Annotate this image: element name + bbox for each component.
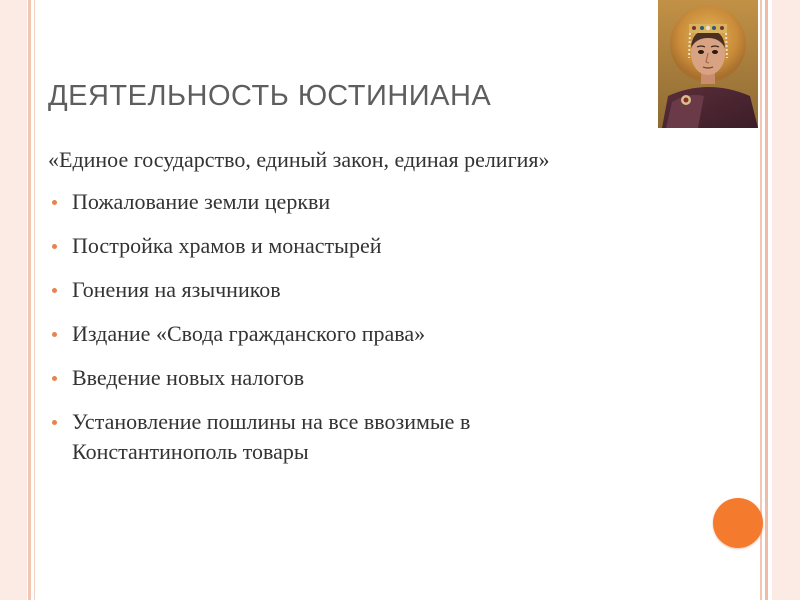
list-item xyxy=(48,231,608,261)
bullet-icon xyxy=(52,200,57,205)
list-item-text: Издание «Свода гражданского права» xyxy=(72,321,426,346)
bullet-icon xyxy=(52,288,57,293)
list-item xyxy=(48,275,608,305)
list-item xyxy=(48,407,608,467)
motto-quote: «Единое государство, единый закон, единая религия» xyxy=(48,147,550,172)
list-item-text: Постройка храмов и монастырей xyxy=(72,233,382,258)
bullet-icon xyxy=(52,244,57,249)
left-frame-line xyxy=(28,0,31,600)
decorative-circle xyxy=(713,498,763,548)
slide-title: ДЕЯТЕЛЬНОСТЬ ЮСТИНИАНА xyxy=(48,80,492,112)
left-frame-line-thin xyxy=(34,0,35,600)
bullet-icon xyxy=(52,376,57,381)
justinian-portrait-image xyxy=(658,0,758,128)
list-item-text: Пожалование земли церкви xyxy=(72,189,331,214)
list-item xyxy=(48,187,608,217)
list-item-text: Гонения на язычников xyxy=(72,277,281,302)
left-frame-band xyxy=(0,0,27,600)
list-item xyxy=(48,363,608,393)
right-frame-line-thin xyxy=(760,0,762,600)
list-item xyxy=(48,319,608,349)
list-item-text: Введение новых налогов xyxy=(72,365,305,390)
bullet-icon xyxy=(52,420,57,425)
bullet-icon xyxy=(52,332,57,337)
list-item-text: Установление пошлины на все ввозимые в Константинополь товары xyxy=(72,409,471,464)
right-frame-line xyxy=(765,0,768,600)
right-frame-band xyxy=(772,0,800,600)
mosaic-portrait-icon xyxy=(658,0,758,128)
activity-list xyxy=(48,187,608,481)
